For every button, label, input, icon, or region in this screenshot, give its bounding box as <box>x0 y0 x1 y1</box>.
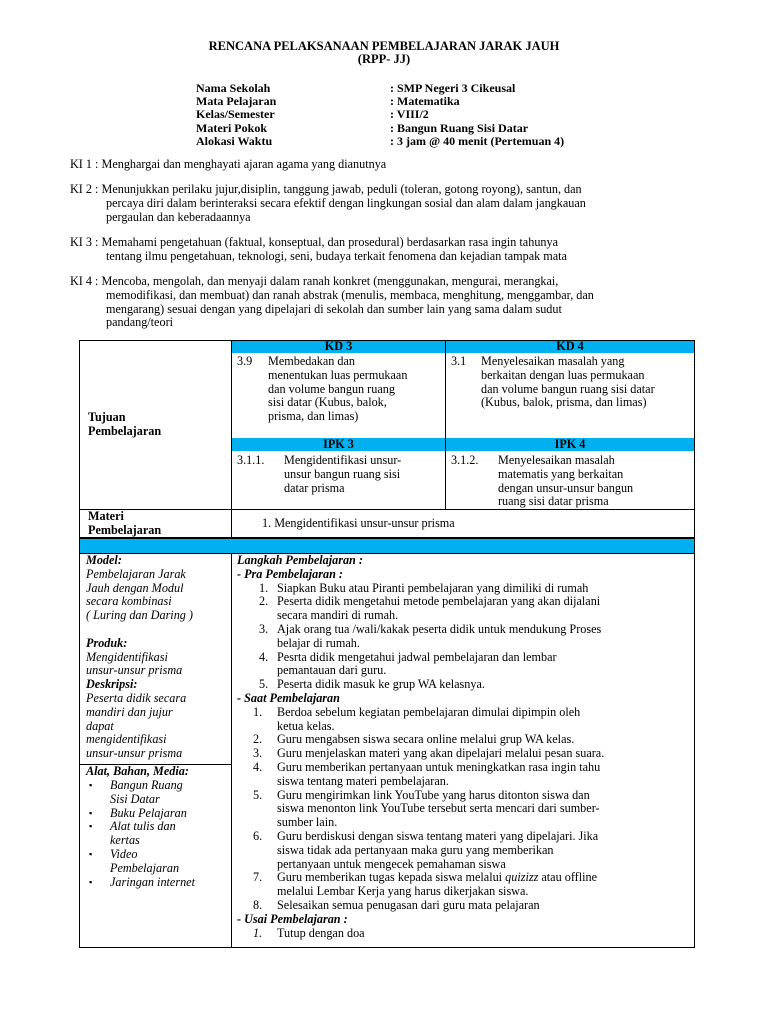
bullet-icon: ▪ <box>89 780 93 790</box>
ipk3-line: datar prisma <box>284 480 345 495</box>
quizizz-text: quizizz <box>505 870 539 885</box>
item-line: siswa tidak ada pertanyaan maka guru yang memberikan <box>277 842 554 857</box>
item-number: 4. <box>253 759 263 774</box>
pra-label: - Pra Pembelajaran : <box>237 566 343 581</box>
item-line: Guru mengabsen siswa secara online melalui grup WA kelas. <box>277 732 575 747</box>
alat-line: Alat tulis dan <box>110 819 176 834</box>
kd3-line: menentukan luas permukaan <box>268 367 408 382</box>
alat-item <box>89 820 195 848</box>
pra-item <box>237 582 692 596</box>
kd3-line: prisma, dan limas) <box>268 409 359 424</box>
kd4-number: 3.1 <box>451 354 467 368</box>
table-divider <box>231 553 232 948</box>
item-number: 5. <box>259 677 269 692</box>
ki-1 <box>70 158 720 172</box>
bullet-icon: ▪ <box>89 807 93 818</box>
deskripsi-line: mengidentifikasi <box>86 732 167 747</box>
saat-item <box>237 761 692 789</box>
label-line: Pembelajaran <box>88 423 162 438</box>
ki-line: percaya diri dalam berinteraksi secara efektif dengan lingkungan sosial dan alam dalam jangkauan <box>106 195 586 210</box>
kd4-line: Menyelesaikan masalah yang <box>481 354 625 368</box>
document-subtitle: (RPP- JJ) <box>357 52 411 66</box>
kd3-header: KD 3 <box>324 339 353 353</box>
deskripsi-line: dapat <box>86 718 114 733</box>
usai-item <box>237 927 692 941</box>
model-line: ( Luring dan Daring ) <box>86 608 193 623</box>
model-line: Jauh dengan Modul <box>86 580 184 595</box>
identity-label: Mata Pelajaran <box>196 94 277 109</box>
alat-item <box>89 807 195 821</box>
tujuan-label <box>88 411 161 439</box>
langkah-label: Langkah Pembelajaran : <box>237 553 363 567</box>
alat-line: Jaringan internet <box>110 874 195 889</box>
usai-label: - Usai Pembelajaran : <box>237 911 348 926</box>
item-line: Guru menjelaskan materi yang akan dipelajari melalui pesan suara. <box>277 746 605 761</box>
item-number: 1. <box>259 580 269 595</box>
identity-row <box>196 135 564 148</box>
materi-label <box>88 510 161 538</box>
table-divider <box>445 340 446 509</box>
alat-item <box>89 779 195 807</box>
ki-line: KI 1 : Menghargai dan menghayati ajaran agama yang dianutnya <box>70 157 387 171</box>
identity-row <box>196 108 564 121</box>
item-line: Guru memberikan pertanyaan untuk meningkatkan rasa ingin tahu <box>277 759 601 774</box>
deskripsi-label: Deskripsi: <box>86 677 138 692</box>
ipk4-line: ruang sisi datar prisma <box>498 494 609 509</box>
ipk4-header: IPK 4 <box>554 437 586 451</box>
ki-line: memodifikasi, dan membuat) dan ranah abstrak (menulis, membaca, menghitung, menggambar, dan <box>106 287 594 302</box>
alat-line: kertas <box>110 833 140 848</box>
alat-label: Alat, Bahan, Media: <box>86 764 189 778</box>
item-line: pertanyaan untuk mengecek pemahaman siswa <box>277 856 506 871</box>
kd3-number: 3.9 <box>237 354 253 368</box>
pra-item <box>237 651 692 679</box>
materi-item: 1. Mengidentifikasi unsur-unsur prisma <box>262 516 455 530</box>
item-line: pemantauan dari guru. <box>277 663 387 678</box>
ipk4-line: Menyelesaikan masalah <box>498 453 615 467</box>
ki-line: pergaulan dan keberadaannya <box>106 209 251 224</box>
document-title: RENCANA PELAKSANAAN PEMBELAJARAN JARAK JAUH <box>208 39 560 53</box>
alat-line: Pembelajaran <box>110 860 180 875</box>
bullet-icon: ▪ <box>89 876 93 887</box>
item-line: Guru mengirimkan link YouTube yang harus ditonton siswa dan <box>277 787 590 802</box>
item-line: Tutup dengan doa <box>277 925 365 940</box>
item-line: melalui Lembar Kerja yang harus dikerjakan siswa. <box>277 884 529 899</box>
ipk3-text <box>284 454 401 495</box>
produk-line: unsur-unsur prisma <box>86 663 183 678</box>
identity-value: : Bangun Ruang Sisi Datar <box>390 120 529 135</box>
item-number: 3. <box>259 621 269 636</box>
deskripsi-line: mandiri dan jujur <box>86 704 173 719</box>
ki-line: mengarang) sesuai dengan yang dipelajari di sekolah dan sumber lain yang sama dalam sudut <box>106 301 562 316</box>
item-line: sumber lain. <box>277 815 338 830</box>
saat-item <box>237 899 692 913</box>
item-line: Selesaikan semua penugasan dari guru mata pelajaran <box>277 897 540 912</box>
alat-section <box>86 765 189 779</box>
ipk4-number: 3.1.2. <box>451 453 479 467</box>
saat-item <box>237 789 692 830</box>
kd4-header: KD 4 <box>556 339 584 353</box>
item-number: 3. <box>253 746 263 761</box>
model-line: secara kombinasi <box>86 594 172 609</box>
item-line: Siapkan Buku atau Piranti pembelajaran yang dimiliki di rumah <box>277 580 589 595</box>
model-label: Model: <box>86 553 122 567</box>
item-line: siswa tentang materi pembelajaran. <box>277 773 449 788</box>
alat-line: Sisi Datar <box>110 791 160 806</box>
kd3-line: Membedakan dan <box>268 354 355 368</box>
left-column <box>86 554 193 761</box>
item-number: 1. <box>253 704 263 719</box>
saat-item <box>237 733 692 747</box>
item-line: Guru berdiskusi dengan siswa tentang materi yang dipelajari. Jika <box>277 828 599 843</box>
saat-label: - Saat Pembelajaran <box>237 690 340 705</box>
label-line: Materi <box>88 509 124 523</box>
identity-value: : 3 jam @ 40 menit (Pertemuan 4) <box>390 133 565 148</box>
item-line: Ajak orang tua /wali/kakak peserta didik untuk mendukung Proses <box>277 621 602 636</box>
alat-list <box>89 779 195 889</box>
kd3-line: sisi datar (Kubus, balok, <box>268 395 387 410</box>
produk-line: Mengidentifikasi <box>86 649 168 664</box>
identity-value: : VIII/2 <box>390 107 429 122</box>
identity-value: : SMP Negeri 3 Cikeusal <box>390 81 516 95</box>
item-text: atau offline <box>538 870 597 885</box>
alat-line: Buku Pelajaran <box>110 805 187 820</box>
ipk3-number: 3.1.1. <box>237 453 265 467</box>
deskripsi-line: unsur-unsur prisma <box>86 746 183 761</box>
pra-item <box>237 678 692 692</box>
produk-label: Produk: <box>86 635 128 650</box>
deskripsi-line: Peserta didik secara <box>86 690 187 705</box>
label-line: Pembelajaran <box>88 522 162 537</box>
identity-block <box>196 82 564 148</box>
kd4-line: dan volume bangun ruang sisi datar <box>481 381 655 396</box>
ki-4 <box>70 275 720 330</box>
separator-band-fill <box>80 539 694 553</box>
item-text: Guru memberikan tugas kepada siswa melalui <box>277 870 506 885</box>
ipk4-text <box>498 454 633 509</box>
bullet-icon: ▪ <box>89 848 93 859</box>
label-line: Tujuan <box>88 410 126 424</box>
bullet-icon: ▪ <box>89 821 93 832</box>
ki-line: KI 2 : Menunjukkan perilaku jujur,disiplin, tanggung jawab, peduli (toleran, gotong royong), santun, dan <box>70 182 582 196</box>
item-line: Peserta didik masuk ke grup WA kelasnya. <box>277 677 485 692</box>
item-line: belajar di rumah. <box>277 635 360 650</box>
identity-label: Nama Sekolah <box>196 81 271 95</box>
identity-label: Alokasi Waktu <box>196 133 273 148</box>
item-line: secara mandiri di rumah. <box>277 608 399 623</box>
saat-item <box>237 871 692 899</box>
ki-line: KI 3 : Memahami pengetahuan (faktual, konseptual, dan prosedural) berdasarkan rasa ingin tahunya <box>70 235 559 249</box>
item-line: ketua kelas. <box>277 718 335 733</box>
saat-item <box>237 706 692 734</box>
item-number: 2. <box>259 594 269 609</box>
kd3-text <box>268 355 407 424</box>
alat-item <box>89 848 195 876</box>
item-number: 1. <box>253 925 263 940</box>
item-line: Berdoa sebelum kegiatan pembelajaran dimulai dipimpin oleh <box>277 704 581 719</box>
saat-item <box>237 830 692 871</box>
item-number: 8. <box>253 897 263 912</box>
item-number: 5. <box>253 787 263 802</box>
identity-row <box>196 122 564 135</box>
alat-line: Bangun Ruang <box>110 778 183 792</box>
ipk3-line: Mengidentifikasi unsur- <box>284 453 402 467</box>
identity-label: Materi Pokok <box>196 120 267 135</box>
kd4-line: (Kubus, balok, prisma, dan limas) <box>481 395 647 410</box>
item-number: 7. <box>253 870 263 885</box>
item-line: siswa menonton link YouTube tersebut serta mencari dari sumber- <box>277 801 600 816</box>
kd4-text <box>481 355 655 410</box>
item-number: 4. <box>259 649 269 664</box>
item-line <box>277 871 692 885</box>
identity-label: Kelas/Semester <box>196 107 275 122</box>
ki-line: KI 4 : Mencoba, mengolah, dan menyaji dalam ranah konkret (menggunakan, mengurai, merangkai, <box>70 274 559 288</box>
kd4-line: berkaitan dengan luas permukaan <box>481 367 645 382</box>
pra-item <box>237 623 692 651</box>
item-number: 2. <box>253 732 263 747</box>
item-line: Pesrta didik mengetahui jadwal pembelajaran dan lembar <box>277 649 557 664</box>
ki-line: pandang/teori <box>106 315 174 330</box>
ki-2 <box>70 183 720 224</box>
ipk4-line: matematis yang berkaitan <box>498 466 624 481</box>
alat-line: Video <box>110 846 138 861</box>
model-line: Pembelajaran Jarak <box>86 566 186 581</box>
item-number: 6. <box>253 828 263 843</box>
ipk3-header: IPK 3 <box>323 437 354 451</box>
alat-item <box>89 876 195 890</box>
item-line: Peserta didik mengetahui metode pembelajaran yang akan dijalani <box>277 594 601 609</box>
pra-item <box>237 595 692 623</box>
ki-line: tentang ilmu pengetahuan, teknologi, seni, budaya terkait fenomena dan kejadian tampak mata <box>106 248 567 263</box>
ki-3 <box>70 236 720 264</box>
right-column <box>237 554 692 940</box>
kd3-line: dan volume bangun ruang <box>268 381 395 396</box>
saat-item <box>237 747 692 761</box>
identity-value: : Matematika <box>390 94 460 109</box>
ipk3-line: unsur bangun ruang sisi <box>284 466 401 481</box>
ipk4-line: dengan unsur-unsur bangun <box>498 480 634 495</box>
